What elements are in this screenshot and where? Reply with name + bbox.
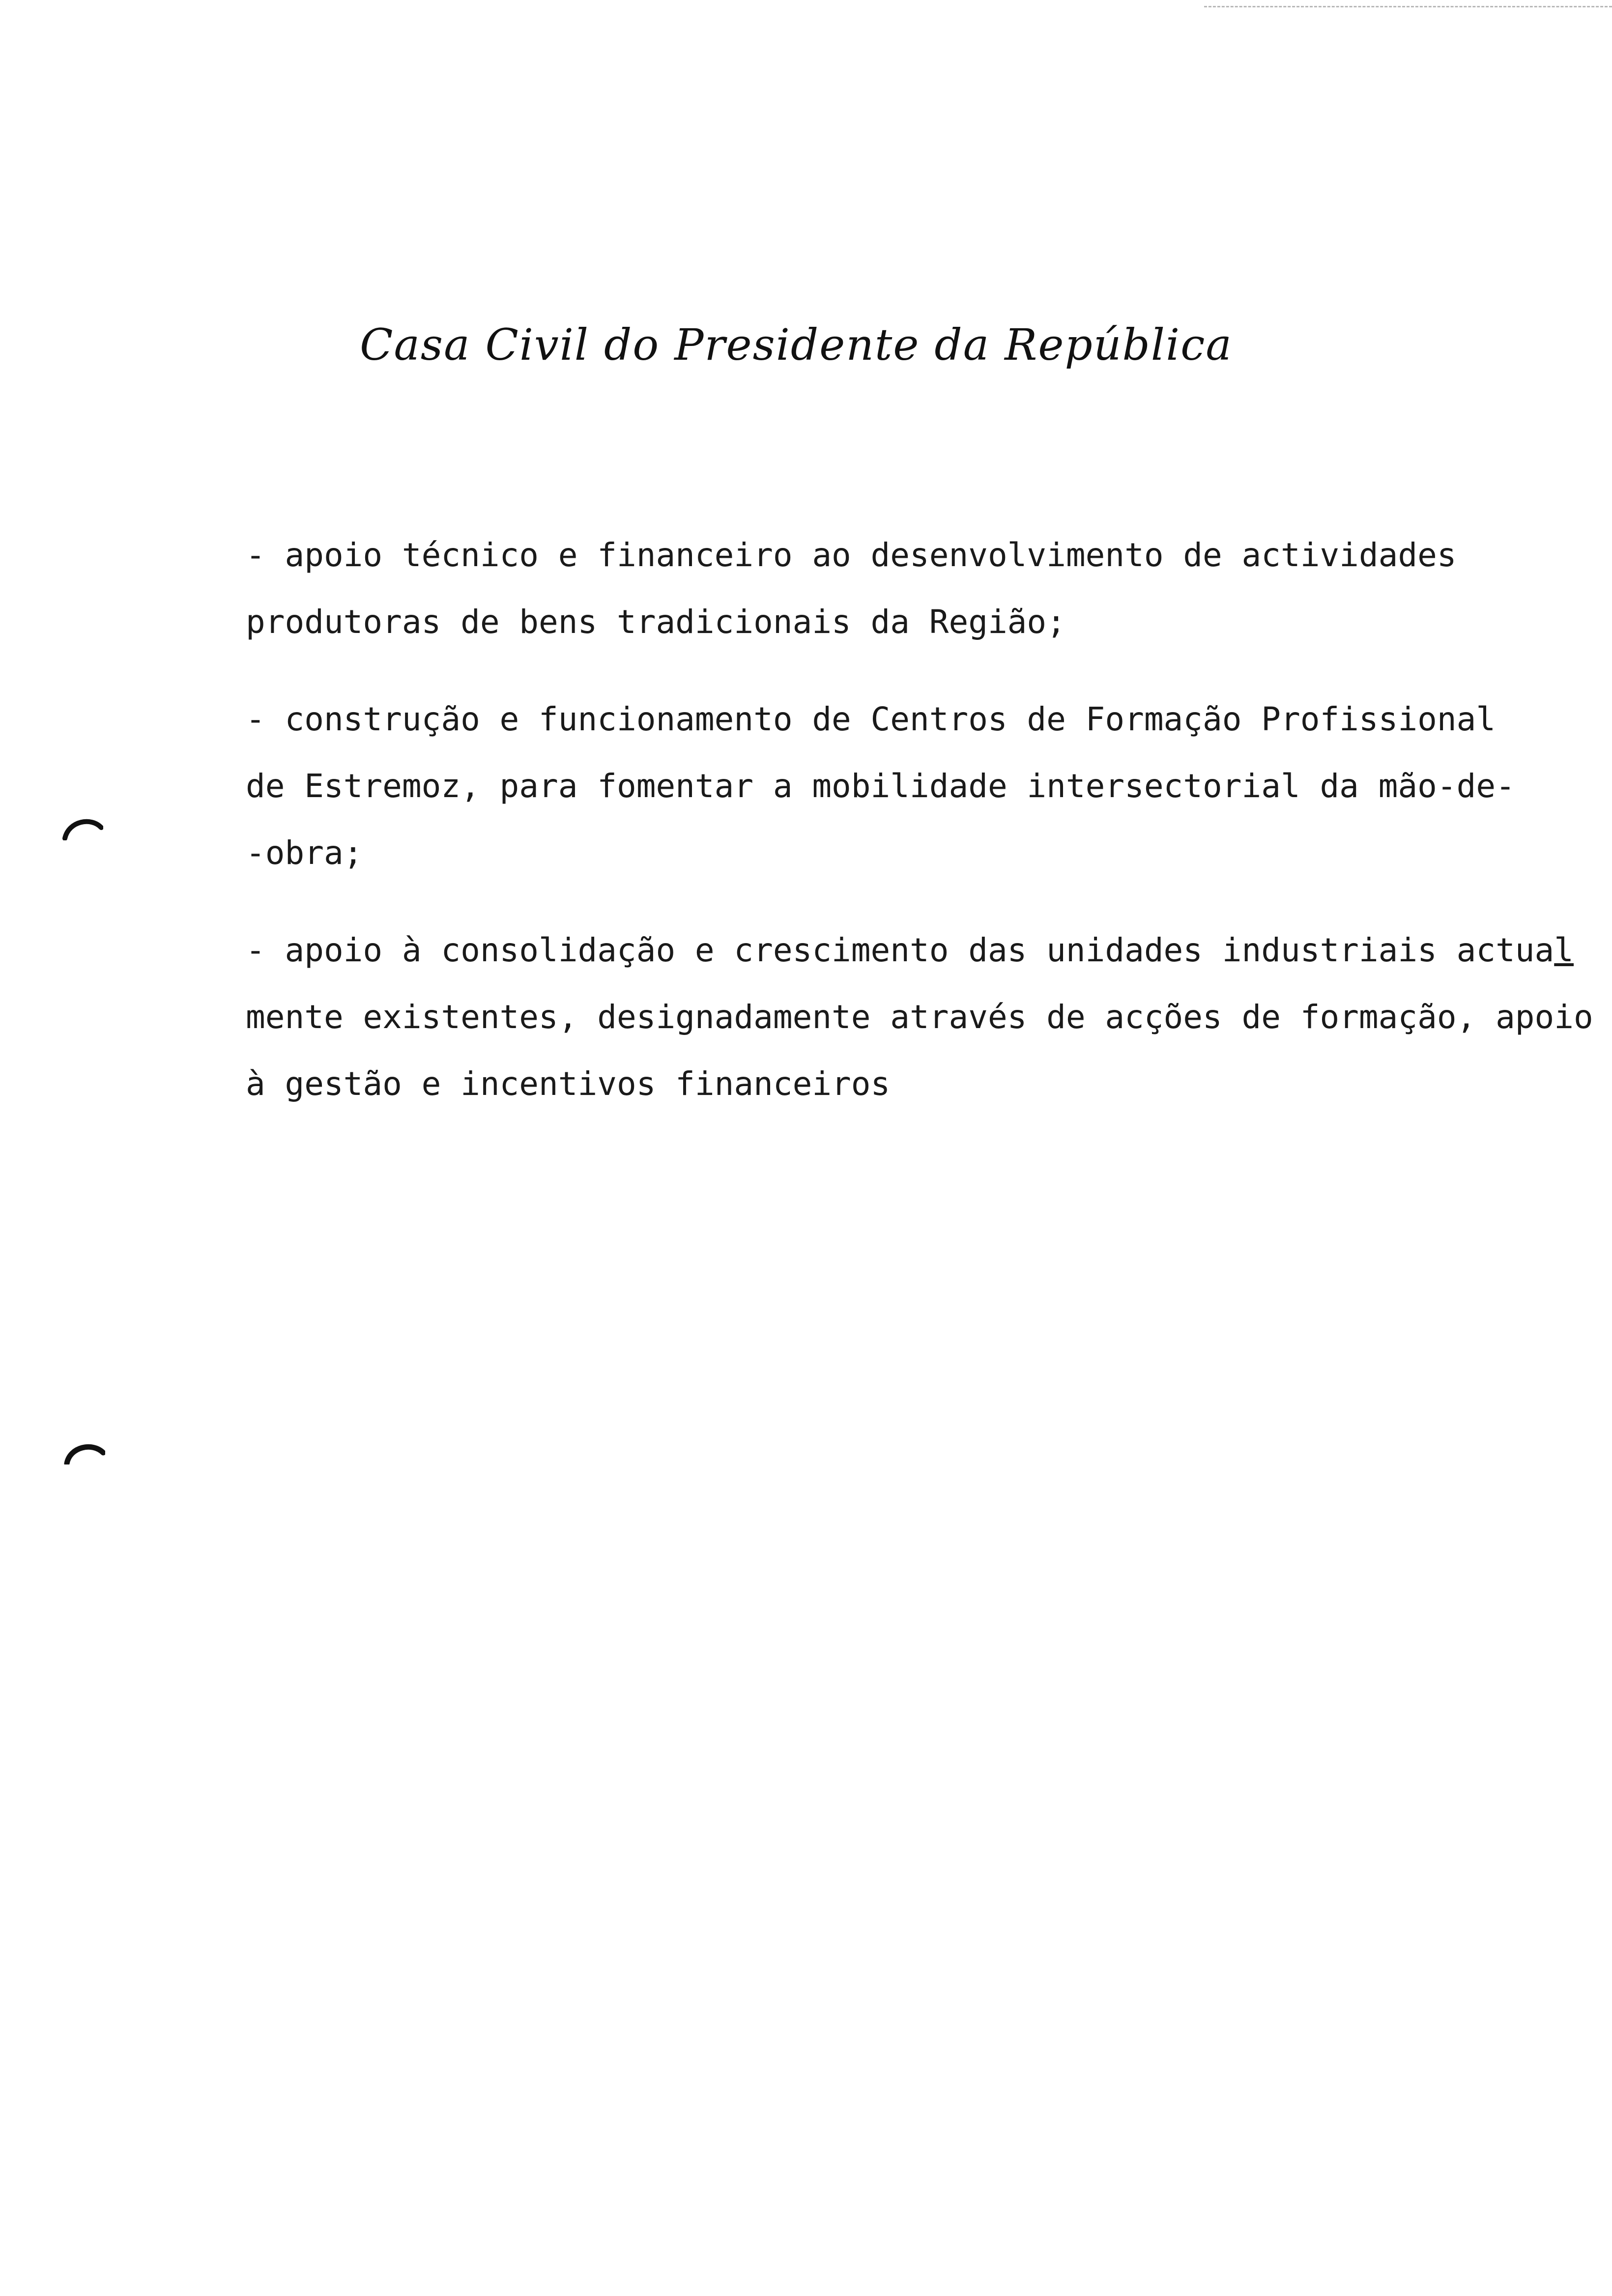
punch-hole-mark xyxy=(64,1440,105,1464)
letterhead-title: Casa Civil do Presidente da República xyxy=(360,319,1233,370)
paragraph-3 xyxy=(246,926,1612,1126)
text-line: - apoio técnico e financeiro ao desenvolvimento de actividades xyxy=(246,536,1457,574)
punch-hole-mark xyxy=(62,816,103,840)
text-line: produtoras de bens tradicionais da Região; xyxy=(246,603,1066,641)
scan-edge-line xyxy=(1204,6,1612,7)
text-segment: - apoio à consolidação e crescimento das unidades industriais actua xyxy=(246,931,1554,969)
text-line xyxy=(246,926,1612,993)
text-line: - construção e funcionamento de Centros de Formação Profissional xyxy=(246,700,1496,738)
text-line: à gestão e incentivos financeiros xyxy=(246,1065,891,1103)
paragraph-1 xyxy=(246,531,1612,664)
text-line: -obra; xyxy=(246,834,363,872)
underlined-letter: l xyxy=(1554,931,1574,969)
paragraph-2 xyxy=(246,695,1612,895)
document-body xyxy=(246,531,1612,1126)
text-line: mente existentes, designadamente através de acções de formação, apoio xyxy=(246,998,1593,1036)
text-line: de Estremoz, para fomentar a mobilidade intersectorial da mão-de- xyxy=(246,767,1515,805)
